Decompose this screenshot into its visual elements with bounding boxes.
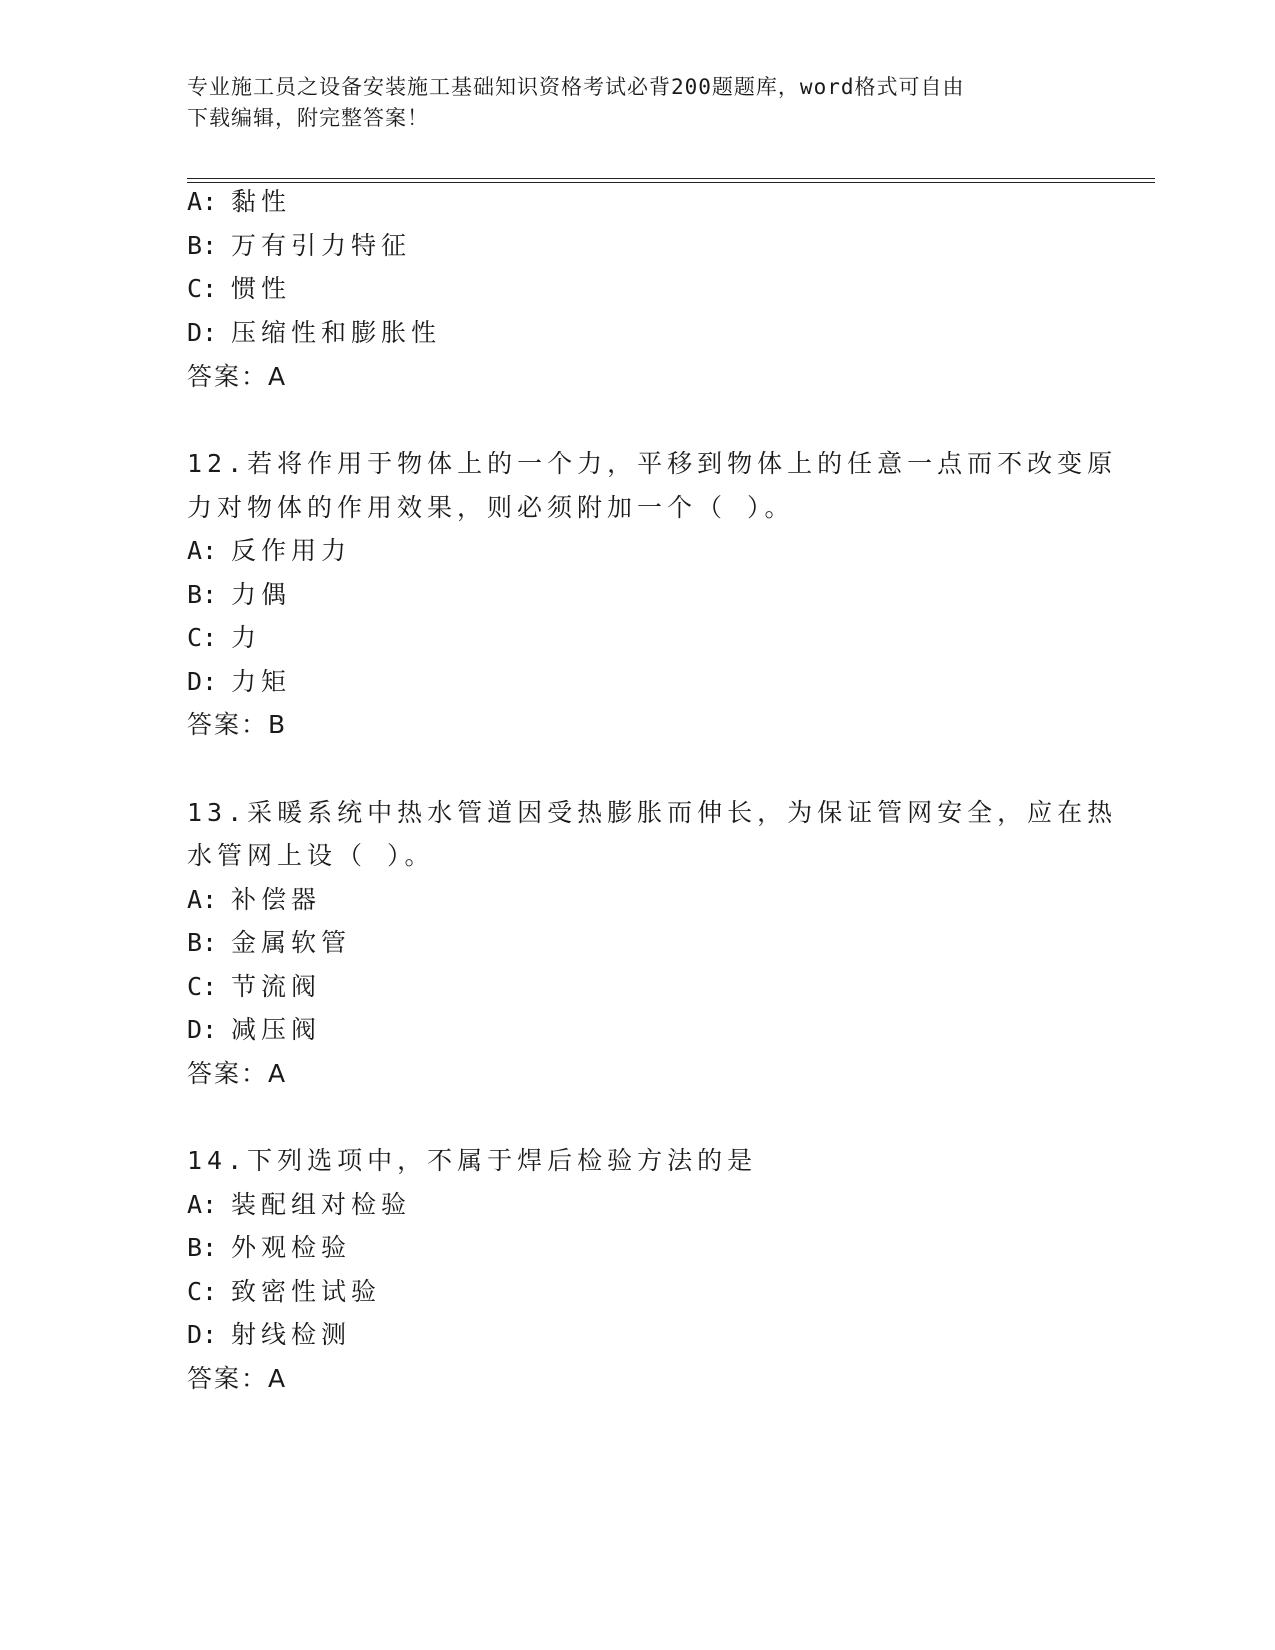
q13-stem-line-1: 13.采暖系统中热水管道因受热膨胀而伸长，为保证管网安全，应在热 [187, 798, 1118, 827]
q13-stem-line-2: 水管网上设（ ）。 [187, 841, 435, 870]
q13-answer: 答案：A [187, 1059, 288, 1088]
q12-option-c: C: 力 [187, 623, 262, 652]
q14-stem-line-1: 14.下列选项中，不属于焊后检验方法的是 [187, 1146, 758, 1175]
q11-option-d: D: 压缩性和膨胀性 [187, 318, 442, 347]
header-divider [187, 178, 1155, 183]
q11-option-c: C: 惯性 [187, 274, 292, 303]
q12-stem-line-1: 12.若将作用于物体上的一个力，平移到物体上的任意一点而不改变原 [187, 449, 1118, 478]
document-header [187, 72, 1067, 134]
q12-option-a: A: 反作用力 [187, 536, 352, 565]
q12-option-b: B: 力偶 [187, 580, 292, 609]
q12-option-d: D: 力矩 [187, 667, 292, 696]
q14-option-c: C: 致密性试验 [187, 1277, 382, 1306]
q11-option-b: B: 万有引力特征 [187, 231, 412, 260]
header-line-2: 下载编辑，附完整答案！ [187, 106, 429, 130]
q13-option-a: A: 补偿器 [187, 885, 322, 914]
q14-option-d: D: 射线检测 [187, 1320, 352, 1349]
q14-option-a: A: 装配组对检验 [187, 1190, 412, 1219]
q13-option-c: C: 节流阀 [187, 972, 322, 1001]
q14-option-b: B: 外观检验 [187, 1233, 352, 1262]
header-line-1: 专业施工员之设备安装施工基础知识资格考试必背200题题库，word格式可自由 [187, 75, 965, 99]
q11-option-a: A: 黏性 [187, 187, 292, 216]
q14-answer: 答案：A [187, 1364, 288, 1393]
q12-stem-line-2: 力对物体的作用效果，则必须附加一个（ ）。 [187, 493, 795, 522]
q13-option-b: B: 金属软管 [187, 928, 352, 957]
q13-option-d: D: 减压阀 [187, 1015, 322, 1044]
q11-answer: 答案：A [187, 362, 288, 391]
q12-answer: 答案：B [187, 710, 288, 739]
